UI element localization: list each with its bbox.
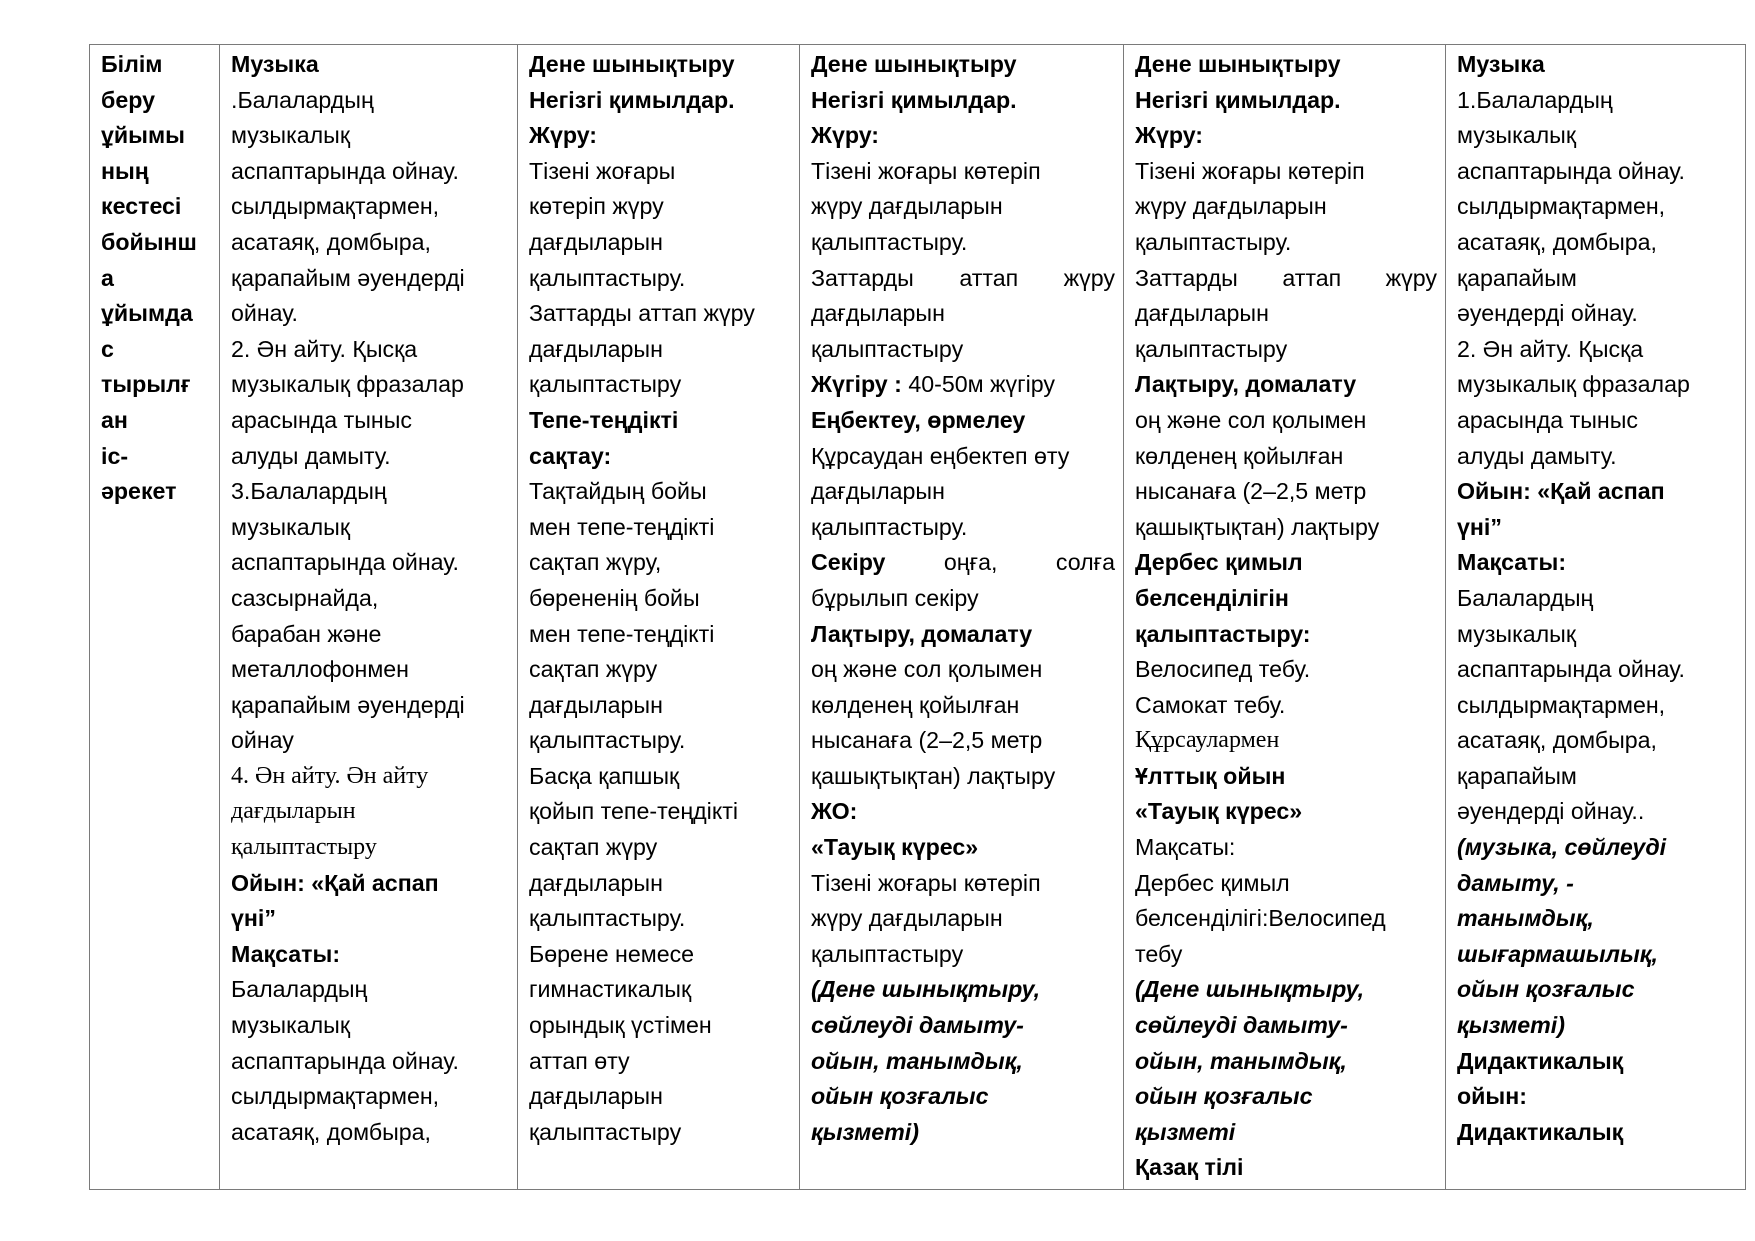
text-line: ойын: [1457,1083,1527,1110]
text-line: асатаяқ, домбыра, [1457,727,1658,754]
text-line: Жүру: [529,122,598,149]
text-line: Дидактикалық [1457,1118,1624,1145]
text-line: қалыптастыру [231,834,377,861]
text-line: сөйлеуді дамыту- [811,1012,1024,1039]
text-line: қарапайым [1457,264,1577,291]
text-line: Тізені жоғары көтеріп [811,157,1041,184]
text-line: Музыка [1457,51,1545,77]
text-line: дағдыларын [231,798,356,825]
text-line: әуендерді ойнау.. [1457,798,1645,825]
text-line: аспаптарында ойнау. [231,1047,459,1074]
text-line: Мақсаты: [231,940,341,967]
text-line: арасында тыныс [231,406,412,433]
text-line: музыкалық фразалар [231,371,464,398]
text-line: Музыка [231,51,319,77]
music-cell-2 [1446,45,1746,1190]
text-line: белсенділігін [1135,584,1289,611]
text-line: (Дене шынықтыру, [1135,976,1365,1003]
text-line: жүру дағдыларын [1135,193,1327,220]
text-line: .Балалардың [231,86,374,113]
text-line: Ойын: «Қай аспап [231,869,439,896]
text-line: Дидактикалық [1457,1047,1624,1074]
text-line: а [101,264,114,291]
text-line: Балалардың [1457,584,1594,611]
text-line: Балалардың [231,976,368,1003]
text-line: қалыптастыру [529,1118,682,1145]
text-line: 2. Ән айту. Қысқа [1457,335,1644,362]
text-line: Дене шынықтыру [811,51,1017,77]
text-line: барабан және [231,620,382,647]
text-line: арасында тыныс [1457,406,1638,433]
text-line: Ойын: «Қай аспап [1457,478,1665,505]
text-line: қалыптастыру. [529,905,686,932]
text-line: жүру дағдыларын [811,193,1003,220]
text-line: Лақтыру, домалату [1135,371,1357,398]
text-line: аттап өту [529,1047,630,1074]
text-line: музыкалық [1457,122,1576,149]
text-line: қалыптастыру. [529,727,686,754]
text-line: музыкалық [231,513,350,540]
text-line: сазсырнайда, [231,584,379,611]
text-line: (Дене шынықтыру, [811,976,1041,1003]
text-line: асатаяқ, домбыра, [231,228,432,255]
text-line: ұйымы [101,122,185,149]
table-row [90,45,1746,1190]
text-line: дағдыларын [529,869,663,896]
text-line: қашықтықтан) лақтыру [1135,513,1380,540]
text-line: Мақсаты: [1457,549,1567,576]
text-line: үні” [231,905,276,932]
physical-education-cell-2 [800,45,1124,1190]
text-line: көлденең қойылған [1135,442,1344,469]
text-line: сақтап жүру [529,656,658,683]
text-line: іс- [101,442,129,469]
text-line: ойын қозғалыс [811,1083,989,1110]
text-line: Жүру: [1135,122,1204,149]
text-line: сылдырмақтармен, [1457,193,1666,220]
text-line: с [101,335,114,362]
text-line: музыкалық фразалар [1457,371,1690,398]
text-line: қарапайым әуендерді [231,264,465,291]
text-line: ойын қозғалыс [1457,976,1635,1003]
text-line: (музыка, сөйлеуді [1457,834,1667,861]
text-line: ойын қозғалыс [1135,1083,1313,1110]
text-line: қалыптастыру: [1135,620,1311,647]
text-line: ойын, танымдық, [811,1047,1023,1074]
text-line: «Тауық күрес» [1135,798,1303,825]
text-line: Дене шынықтыру [529,51,735,77]
text-line: дағдыларын [529,228,663,255]
text-line: қалыптастыру [811,335,964,362]
text-line: ойнау. [231,300,299,327]
text-line: қызметі) [1457,1012,1565,1039]
text-line: қалыптастыру [1135,335,1288,362]
text-line: Құрсаудан еңбектеп өту [811,442,1070,469]
text-line: оң және сол қолымен [811,656,1043,683]
text-line: Тақтайдың бойы [529,478,707,505]
text-line [811,367,1115,403]
music-cell-1 [220,45,518,1190]
text-line: Басқа қапшық [529,762,680,789]
bold-term: Жүгіру : [811,371,902,398]
text-line: сақтап жүру [529,834,658,861]
text-line: Ұлттық ойын [1135,762,1286,789]
text-line: дағдыларын [811,300,945,327]
text-line: танымдық, [1457,905,1594,932]
schedule-table [89,44,1746,1190]
text-line: жүру дағдыларын [811,905,1003,932]
text-line: ойын, танымдық, [1135,1047,1347,1074]
text-line: Негізгі қимылдар. [811,86,1017,113]
text-line: Мақсаты: [1135,834,1236,861]
text-line: 2. Ән айту. Қысқа [231,335,418,362]
text-line: музыкалық [1457,620,1576,647]
text-line: металлофонмен [231,656,409,683]
text-line: Лақтыру, домалату [811,620,1033,647]
text-line: Тізені жоғары көтеріп [811,869,1041,896]
text-line: үні” [1457,513,1502,540]
text-line: мен тепе-теңдікті [529,513,715,540]
text-line: гимнастикалық [529,976,692,1003]
text-line: Бөрене немесе [529,940,695,967]
text-line: Дербес қимыл [1135,869,1290,896]
text-line: нысанаға (2–2,5 метр [1135,478,1367,505]
text-line: музыкалық [231,1012,350,1039]
text-line: «Тауық күрес» [811,834,979,861]
text-line: қарапайым әуендерді [231,691,465,718]
text-line: аспаптарында ойнау. [231,549,459,576]
text-line: Тізені жоғары көтеріп [1135,157,1365,184]
text-line: 1.Балалардың [1457,86,1613,113]
text-line: Жүру: [811,122,880,149]
text-line: әрекет [101,478,177,505]
text-line: 3.Балалардың [231,478,387,505]
text-line: беру [101,86,155,113]
text-line: Негізгі қимылдар. [529,86,735,113]
text-line: шығармашылық, [1457,940,1658,967]
text-line: 4. Ән айту. Ән айту [231,762,429,789]
text-line: музыкалық [231,122,350,149]
text-line: дамыту, - [1457,869,1574,896]
text-line: бұрылып секіру [811,584,979,611]
text-line: ұйымда [101,300,193,327]
bold-term: Секіру [811,549,886,576]
text-line: ЖО: [811,798,858,825]
text-line: орындық үстімен [529,1012,712,1039]
text-line: сылдырмақтармен, [231,1083,440,1110]
text-line: сылдырмақтармен, [1457,691,1666,718]
text-line: оң және сол қолымен [1135,406,1367,433]
text-line: Самокат тебу. [1135,691,1286,718]
text-line: Білім [101,51,163,77]
text-line: дағдыларын [1135,300,1269,327]
term-description: оңға, солға [885,549,1115,576]
text-line: нысанаға (2–2,5 метр [811,727,1043,754]
text-line: дағдыларын [529,1083,663,1110]
text-line: сақтау: [529,442,612,469]
text-line: қызметі) [811,1118,919,1145]
text-line: қойып тепе-теңдікті [529,798,739,825]
text-line: алуды дамыту. [231,442,391,469]
text-line: қызметі [1135,1118,1236,1145]
text-line: мен тепе-теңдікті [529,620,715,647]
text-line: Дербес қимыл [1135,549,1303,576]
text-line: қалыптастыру. [811,228,968,255]
text-line: Еңбектеу, өрмелеу [811,406,1026,433]
text-line: аспаптарында ойнау. [231,157,459,184]
text-line: Тізені жоғары [529,157,676,184]
text-line: көлденең қойылған [811,691,1020,718]
text-line: алуды дамыту. [1457,442,1617,469]
text-line: аспаптарында ойнау. [1457,656,1685,683]
text-line: Велосипед тебу. [1135,656,1311,683]
text-line: дағдыларын [529,335,663,362]
text-line: аспаптарында ойнау. [1457,157,1685,184]
text-line: белсенділігі:Велосипед [1135,905,1386,932]
text-line: қалыптастыру. [1135,228,1292,255]
text-line: ан [101,406,128,433]
text-line: қалыптастыру. [811,513,968,540]
text-line: сөйлеуді дамыту- [1135,1012,1348,1039]
text-line: Құрсаулармен [1135,727,1280,754]
text-line: қалыптастыру [529,371,682,398]
text-line: тебу [1135,940,1183,967]
text-line: бөрененің бойы [529,584,700,611]
text-line [811,545,1115,581]
text-line: Қазақ тілі [1135,1154,1244,1181]
text-line: сақтап жүру, [529,549,662,576]
text-line: ның [101,157,149,184]
text-line: бойынш [101,228,197,255]
text-line: дағдыларын [811,478,945,505]
text-line: қашықтықтан) лақтыру [811,762,1056,789]
text-line: Заттарды аттап жүру [529,300,755,327]
text-line: қалыптастыру. [529,264,686,291]
text-line: асатаяқ, домбыра, [1457,228,1658,255]
text-line: ойнау [231,727,294,754]
term-description: 40-50м жүгіру [901,371,1055,398]
text-line: Заттарды аттап жүру [811,264,1115,291]
text-line: кестесі [101,193,182,220]
text-line: Заттарды аттап жүру [1135,264,1437,291]
text-line: тырылғ [101,371,191,398]
physical-education-cell-1 [518,45,800,1190]
text-line: дағдыларын [529,691,663,718]
text-line: әуендерді ойнау. [1457,300,1638,327]
text-line: сылдырмақтармен, [231,193,440,220]
row-header-cell [90,45,220,1190]
text-line: Негізгі қимылдар. [1135,86,1341,113]
text-line: қарапайым [1457,762,1577,789]
text-line: асатаяқ, домбыра, [231,1118,432,1145]
physical-education-cell-3 [1124,45,1446,1190]
text-line: қалыптастыру [811,940,964,967]
text-line: Тепе-теңдікті [529,406,679,433]
text-line: Дене шынықтыру [1135,51,1341,77]
text-line: көтеріп жүру [529,193,664,220]
